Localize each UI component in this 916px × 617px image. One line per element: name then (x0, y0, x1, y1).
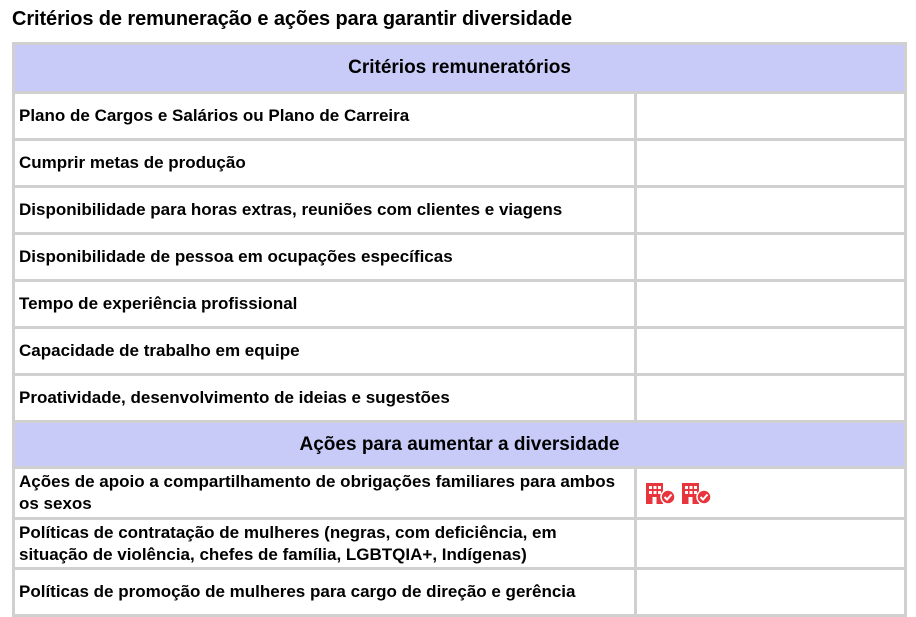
section-header-row (14, 422, 906, 468)
row-label: Disponibilidade de pessoa em ocupações específicas (14, 234, 636, 281)
table-row (14, 140, 906, 187)
page-title: Critérios de remuneração e ações para garantir diversidade (12, 8, 573, 30)
row-value-cell (636, 328, 906, 375)
table-row (14, 234, 906, 281)
row-value-cell (636, 569, 906, 616)
row-label: Cumprir metas de produção (14, 140, 636, 187)
row-value-cell (636, 281, 906, 328)
row-label: Políticas de contratação de mulheres (negras, com deficiência, em situação de violência, chefes de família, LGBTQIA+, Indígenas) (14, 519, 636, 569)
row-value-cell (636, 468, 906, 519)
row-value-cell (636, 234, 906, 281)
building-check-icon (645, 480, 677, 506)
row-value-cell (636, 187, 906, 234)
table-row (14, 468, 906, 519)
building-check-icon (681, 480, 713, 506)
row-label: Tempo de experiência profissional (14, 281, 636, 328)
row-label: Capacidade de trabalho em equipe (14, 328, 636, 375)
table-row (14, 569, 906, 616)
table-row (14, 375, 906, 422)
row-label: Políticas de promoção de mulheres para cargo de direção e gerência (14, 569, 636, 616)
row-label: Proatividade, desenvolvimento de ideias e sugestões (14, 375, 636, 422)
table-row (14, 281, 906, 328)
row-value-cell (636, 519, 906, 569)
row-value-cell (636, 140, 906, 187)
row-label: Ações de apoio a compartilhamento de obrigações familiares para ambos os sexos (14, 468, 636, 519)
row-label: Disponibilidade para horas extras, reuniões com clientes e viagens (14, 187, 636, 234)
table-row (14, 93, 906, 140)
icon-group (641, 480, 900, 506)
row-value-cell (636, 93, 906, 140)
table-row (14, 519, 906, 569)
row-value-cell (636, 375, 906, 422)
criteria-table (12, 42, 907, 617)
row-label: Plano de Cargos e Salários ou Plano de Carreira (14, 93, 636, 140)
section-header-row (14, 44, 906, 93)
table-row (14, 328, 906, 375)
section-header: Ações para aumentar a diversidade (14, 422, 906, 468)
section-header: Critérios remuneratórios (14, 44, 906, 93)
table-row (14, 187, 906, 234)
